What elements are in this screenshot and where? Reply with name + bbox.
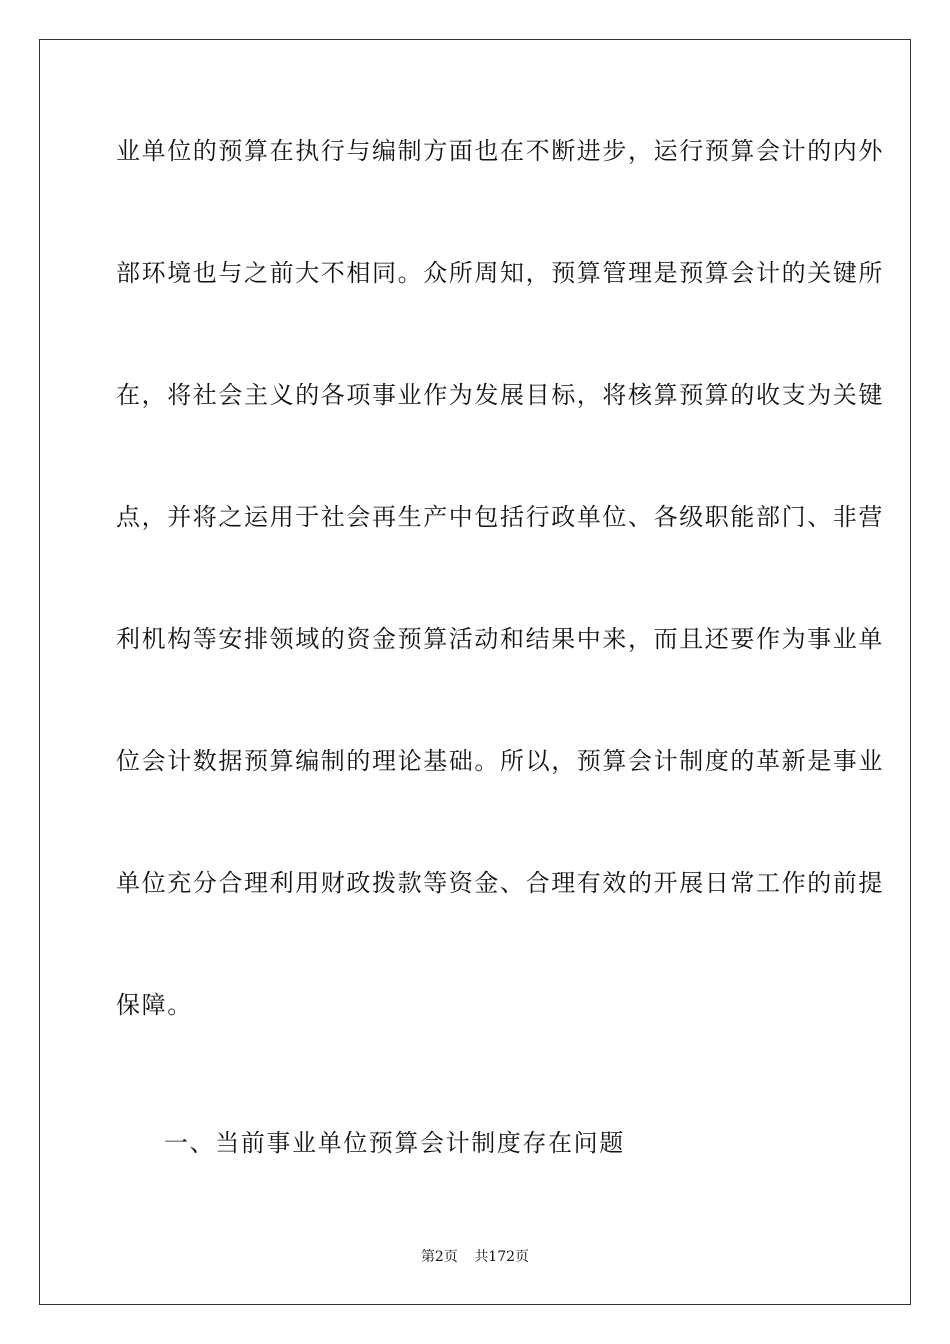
paragraph-line: 利机构等安排领域的资金预算活动和结果中来，而且还要作为事业单: [116, 625, 884, 653]
section-heading: 一、当前事业单位预算会计制度存在问题: [164, 1129, 625, 1157]
paragraph-line: 部环境也与之前大不相同。众所周知，预算管理是预算会计的关键所: [116, 259, 884, 287]
page-number: 第2页: [420, 1249, 458, 1265]
paragraph-line: 在，将社会主义的各项事业作为发展目标，将核算预算的收支为关键: [116, 381, 884, 409]
page-frame: [39, 39, 911, 1305]
paragraph-line: 点，并将之运用于社会再生产中包括行政单位、各级职能部门、非营: [116, 503, 884, 531]
total-pages: 共172页: [474, 1249, 530, 1265]
paragraph-line: 保障。: [116, 991, 193, 1019]
paragraph-line: 业单位的预算在执行与编制方面也在不断进步，运行预算会计的内外: [116, 137, 884, 165]
paragraph-line: 位会计数据预算编制的理论基础。所以，预算会计制度的革新是事业: [116, 747, 884, 775]
paragraph-line: 单位充分合理利用财政拨款等资金、合理有效的开展日常工作的前提: [116, 869, 884, 897]
page-footer: [0, 1248, 950, 1266]
